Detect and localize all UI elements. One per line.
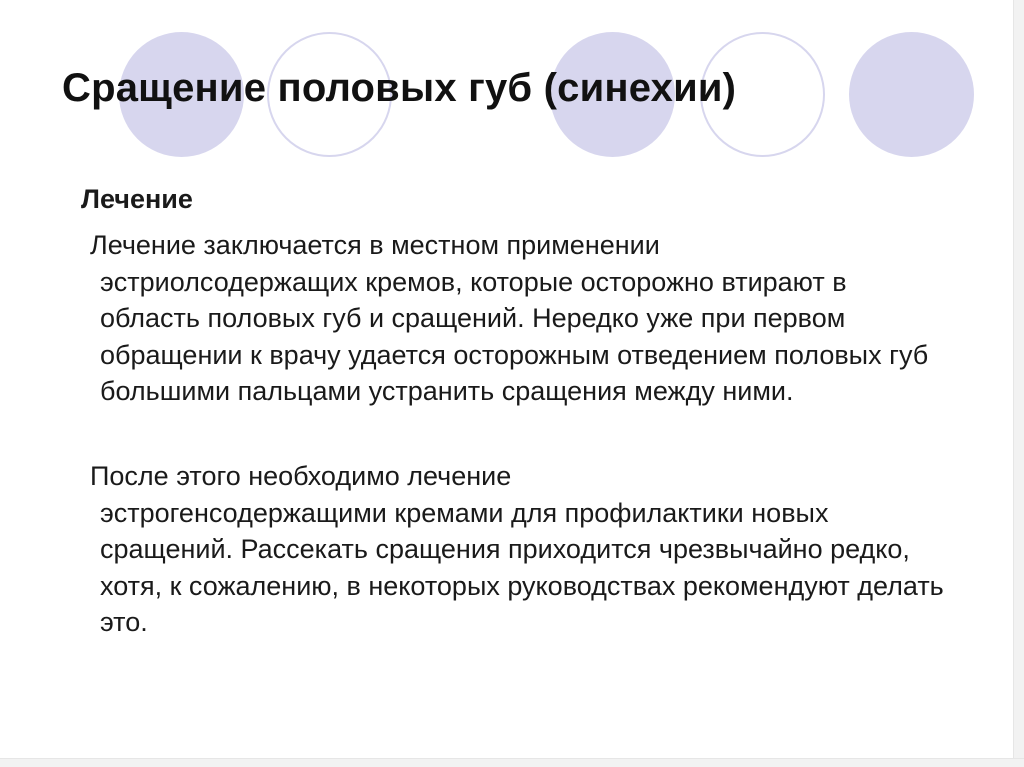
paragraph [82,458,952,641]
paragraph-body: эстриолсодержащих кремов, которые осторожно втирают в область половых губ и сращений. Нередко уже при первом обращении к врачу удается осторожным отведением половых губ большими пальцами устранить сращения между ними. [100,266,929,406]
section-heading: Лечение [81,184,193,214]
paragraph-body: эстрогенсодержащими кремами для профилактики новых сращений. Рассекать сращения приходится чрезвычайно редко, хотя, к сожалению, в некоторых руководствах рекомендуют делать это. [100,497,944,637]
paragraph-first-line: После этого необходимо лечение [90,461,512,491]
page-edge-right [1013,0,1024,767]
page-edge-bottom [0,758,1024,767]
slide-title: Сращение половых губ (синехии) [62,66,737,110]
paragraph-first-line: Лечение заключается в местном применении [90,230,660,260]
paragraph [82,227,952,410]
decorative-circle-filled [849,32,974,157]
